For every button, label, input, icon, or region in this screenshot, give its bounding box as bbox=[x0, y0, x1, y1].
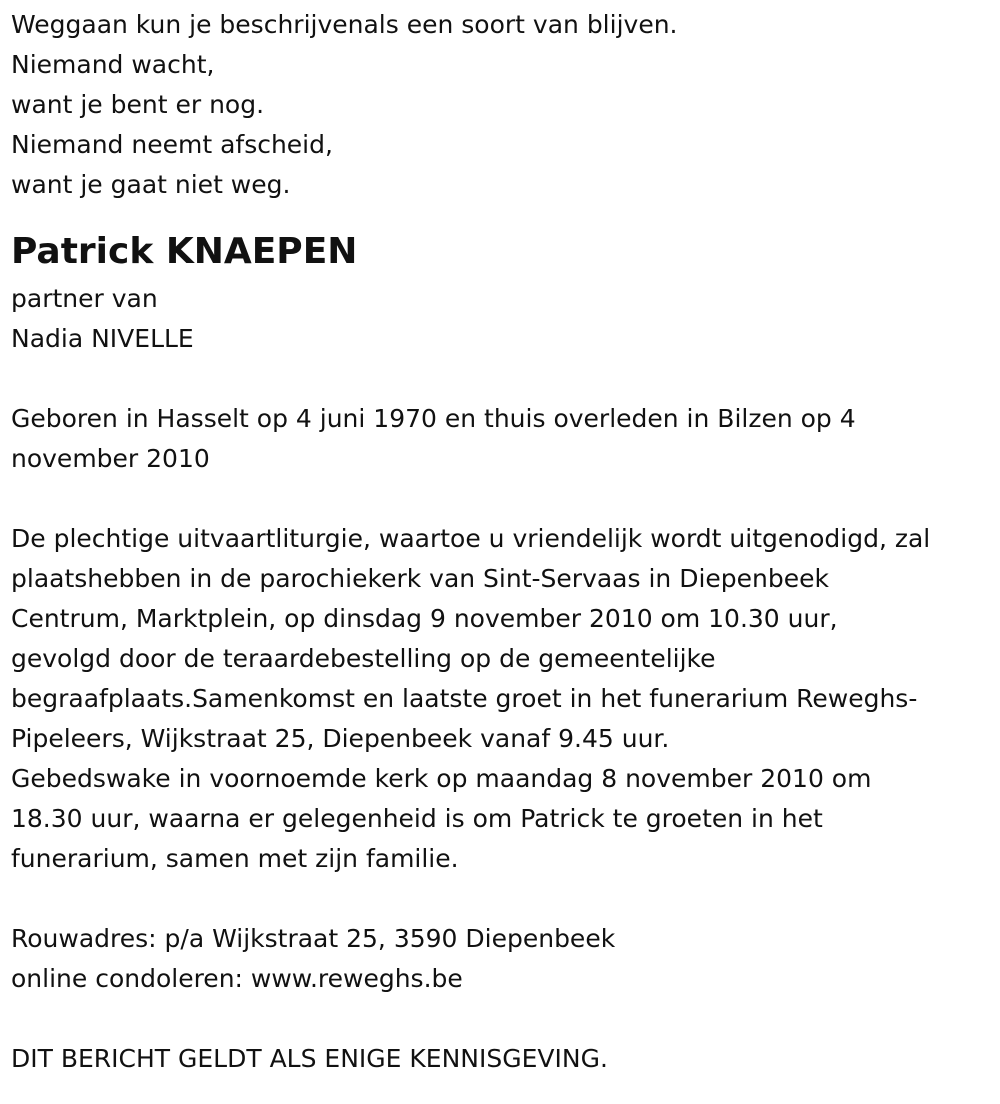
poem-line: want je gaat niet weg. bbox=[11, 170, 291, 199]
poem-line: want je bent er nog. bbox=[11, 90, 265, 119]
poem-line: Niemand wacht, bbox=[11, 50, 215, 79]
poem bbox=[11, 5, 988, 205]
partner-name: Nadia NIVELLE bbox=[11, 324, 194, 353]
ceremony-line: gevolgd door de teraardebestelling op de gemeentelijke bbox=[11, 644, 716, 673]
birth-death-info bbox=[11, 399, 988, 479]
online-condolence: online condoleren: www.reweghs.be bbox=[11, 964, 463, 993]
notice-statement bbox=[11, 1039, 988, 1079]
relation-text: partner van bbox=[11, 284, 158, 313]
birth-death-line: Geboren in Hasselt op 4 juni 1970 en thuis overleden in Bilzen op 4 bbox=[11, 404, 856, 433]
relation-block bbox=[11, 279, 988, 359]
mourning-address: Rouwadres: p/a Wijkstraat 25, 3590 Diepenbeek bbox=[11, 924, 616, 953]
ceremony-line: De plechtige uitvaartliturgie, waartoe u vriendelijk wordt uitgenodigd, zal bbox=[11, 524, 931, 553]
ceremony-info bbox=[11, 519, 988, 879]
ceremony-line: plaatshebben in de parochiekerk van Sint-Servaas in Diepenbeek bbox=[11, 564, 829, 593]
ceremony-line: begraafplaats.Samenkomst en laatste groet in het funerarium Reweghs- bbox=[11, 684, 918, 713]
ceremony-line: Pipeleers, Wijkstraat 25, Diepenbeek vanaf 9.45 uur. bbox=[11, 724, 670, 753]
ceremony-line: Centrum, Marktplein, op dinsdag 9 november 2010 om 10.30 uur, bbox=[11, 604, 838, 633]
notice-text: DIT BERICHT GELDT ALS ENIGE KENNISGEVING. bbox=[11, 1044, 608, 1073]
deceased-name: Patrick KNAEPEN bbox=[11, 231, 358, 272]
contact-info bbox=[11, 919, 988, 999]
ceremony-line: funerarium, samen met zijn familie. bbox=[11, 844, 459, 873]
poem-line: Weggaan kun je beschrijvenals een soort van blijven. bbox=[11, 10, 678, 39]
ceremony-line: Gebedswake in voornoemde kerk op maandag 8 november 2010 om bbox=[11, 764, 872, 793]
ceremony-line: 18.30 uur, waarna er gelegenheid is om Patrick te groeten in het bbox=[11, 804, 823, 833]
birth-death-line: november 2010 bbox=[11, 444, 210, 473]
poem-line: Niemand neemt afscheid, bbox=[11, 130, 333, 159]
